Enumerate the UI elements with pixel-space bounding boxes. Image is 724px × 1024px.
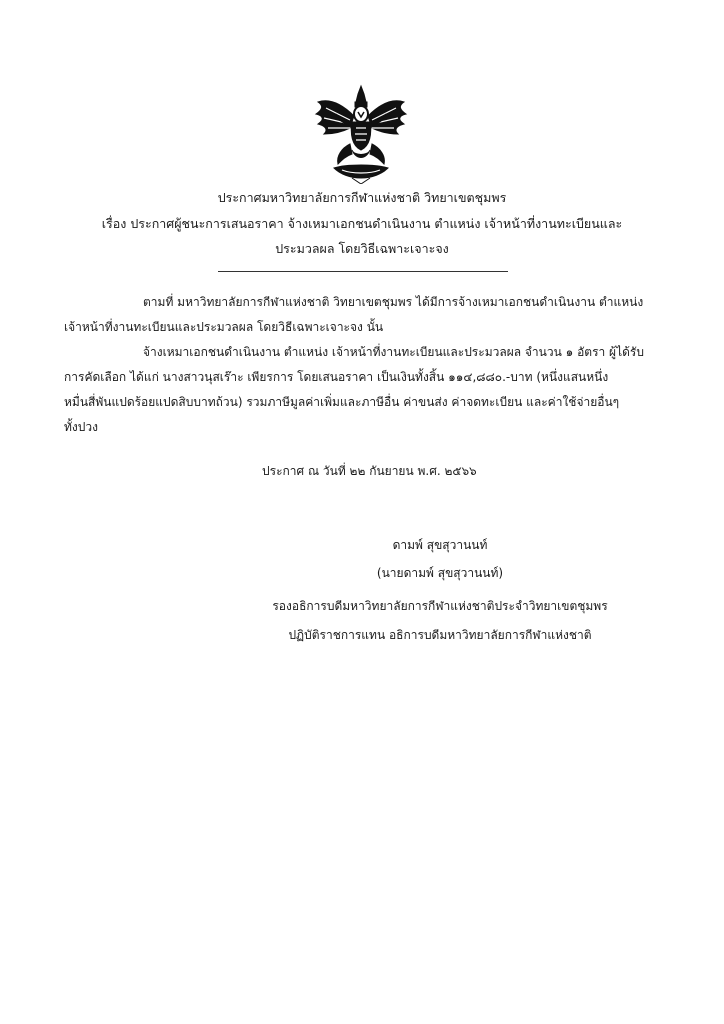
- paragraph-1-line-1: ตามที่ มหาวิทยาลัยการกีฬาแห่งชาติ วิทยาเขตชุมพร ได้มีการจ้างเหมาเอกชนดำเนินงาน ตำแหน่ง: [143, 295, 644, 309]
- signatory-full-name: (นายดามพ์ สุขสุวานนท์): [376, 566, 504, 580]
- paragraph-1-line-2: เจ้าหน้าที่งานทะเบียนและประมวลผล โดยวิธีเฉพาะเจาะจง นั้น: [64, 320, 384, 334]
- announcement-date: ประกาศ ณ วันที่ ๒๒ กันยายน พ.ศ. ๒๕๖๖: [262, 464, 477, 478]
- garuda-emblem-icon: [312, 84, 410, 184]
- subject-line-2: ประมวลผล โดยวิธีเฉพาะเจาะจง: [275, 241, 449, 256]
- paragraph-2-line-2: การคัดเลือก ได้แก่ นางสาวนุสเร๊าะ เพียรการ โดยเสนอราคา เป็นเงินทั้งสิ้น ๑๑๔,๘๘๐.-บาท (หนึ่งแสนหนึ่ง: [64, 370, 609, 384]
- signatory-position: รองอธิการบดีมหาวิทยาลัยการกีฬาแห่งชาติประจำวิทยาเขตชุมพร: [272, 599, 608, 613]
- subject-line-1: เรื่อง ประกาศผู้ชนะการเสนอราคา จ้างเหมาเอกชนดำเนินงาน ตำแหน่ง เจ้าหน้าที่งานทะเบียนและ: [101, 216, 623, 231]
- title-divider: [218, 271, 508, 272]
- signatory-acting-for: ปฏิบัติราชการแทน อธิการบดีมหาวิทยาลัยการกีฬาแห่งชาติ: [288, 628, 592, 642]
- signature-name: ดามพ์ สุขสุวานนท์: [392, 538, 488, 552]
- title-line-1: ประกาศมหาวิทยาลัยการกีฬาแห่งชาติ วิทยาเขตชุมพร: [217, 190, 507, 205]
- paragraph-2-line-4: ทั้งปวง: [64, 420, 98, 434]
- paragraph-2-line-1: จ้างเหมาเอกชนดำเนินงาน ตำแหน่ง เจ้าหน้าที่งานทะเบียนและประมวลผล จำนวน ๑ อัตรา ผู้ได้รับ: [143, 345, 644, 359]
- paragraph-2-line-3: หมื่นสี่พันแปดร้อยแปดสิบบาทถ้วน) รวมภาษีมูลค่าเพิ่มและภาษีอื่น ค่าขนส่ง ค่าจดทะเบียน และค่าใช้จ่ายอื่นๆ: [64, 395, 620, 409]
